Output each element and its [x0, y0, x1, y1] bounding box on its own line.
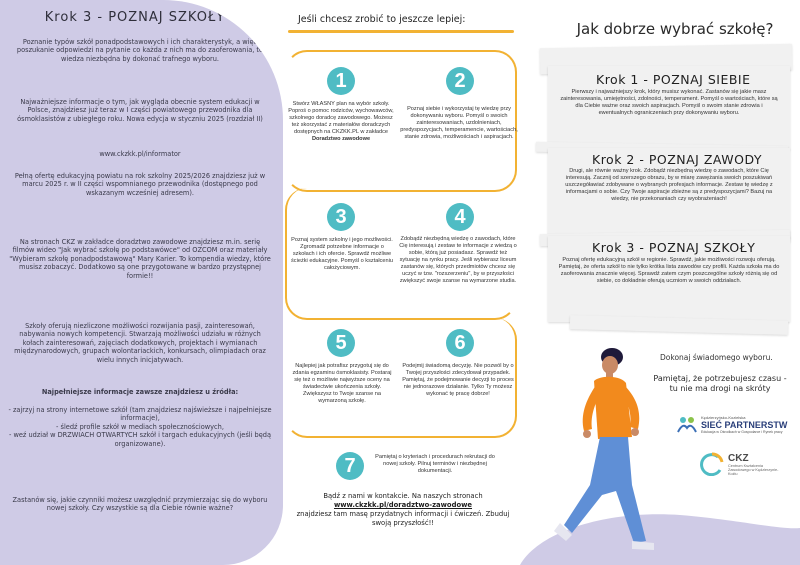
krok-2-text: Drugi, ale równie ważny krok. Zdobądź niezbędną wiedzę o zawodach, które Cię interesują. Zacznij od szerszego obrazu, by w miarę zawężania swoich poszukiwań uszczegóławiać zdobywane o wybranych profesjach informacje. Zestaw tę wiedzę z informacjami o sobie. Czy Twoje aspiracje zbieżne są z predyspozycjami? Bazuj na wiedzy, nie przekonaniach czy wyobrażeniach! [565, 168, 773, 202]
footer-text-1: Bądź z nami w kontakcie. Na naszych stronach [323, 492, 483, 500]
krok-1-title: Krok 1 - POZNAJ SIEBIE [596, 72, 751, 87]
left-paragraph-4: Na stronach CKZ w zakładce doradztwo zawodowe znajdziesz m.in. serię filmów wideo "Jak wybrać szkołę po podstawówce" od OZCOM oraz materiały "Wybieram szkołę ponadpodstawową" Mary Karier. To kompendia wiedzy, które musisz zobaczyć. Dodatkowo są one przygotowane w bardzo przystępnej formie!! [9, 238, 271, 280]
step-1-bold: Doradztwo zawodowe [311, 136, 371, 142]
step-1-badge: 1 [327, 67, 355, 95]
left-link[interactable]: www.ckzkk.pl/informator [99, 150, 181, 158]
step-5-text: Najlepiej jak potrafisz przygotuj się do zdania egzaminu ósmoklasisty. Postaraj się też o możliwie najwyższe oceny na świadectwie ukończenia szkoły. Zwiększysz to Twoje szanse na wymarzoną szkołę. [292, 363, 392, 404]
decision-text: Dokonaj świadomego wyboru. [660, 353, 773, 362]
left-paragraph-5: Szkoły oferują niezliczone możliwości rozwijania pasji, zainteresowań, nabywania nowych kompetencji. Stwarzają możliwości udziału w różnych kołach zainteresowań, zajęciach dodatkowych, projektach i wymianach międzynarodowych, grupach wolontariackich, konkursach, olimpiadach oraz wielu innych inicjatywach. [14, 322, 266, 364]
remember-text: Pamiętaj, że potrzebujesz czasu - tu nie ma drogi na skróty [653, 374, 787, 393]
partnership-icon [676, 414, 698, 434]
ckz-sub: Centrum Kształcenia Zawodowego w Kędzierzynie-Koźlu [728, 463, 779, 476]
step-1-body: Stwórz WŁASNY plan na wybór szkoły. Poproś o pomoc rodziców, wychowawców, szkolnego doradcę zawodowego. Możesz też skorzystać z materiałów doradczych dostępnych na CKZKK.PL w zakładce [288, 101, 394, 135]
left-title: Krok 3 - POZNAJ SZKOŁY [44, 10, 226, 25]
partner-small-text: Kędzierzyńsko-Kozielska [701, 414, 746, 420]
step-6-text: Podejmij świadomą decyzję. Nie pozwól by o Twojej przyszłości zdecydował przypadek. Pamiętaj, że podejmowanie decyzji to proces nie jednorazowe działanie. Tylko Ty możesz wykonać tę pracę dobrze! [402, 363, 514, 397]
header-underline [288, 30, 514, 33]
left-paragraph-7: Zastanów się, jakie czynniki możesz uwzględnić przymierzając się do wyboru nowej szkoły. Czy wszystkie są dla Ciebie równie ważne? [12, 496, 268, 513]
krok-3-title: Krok 3 - POZNAJ SZKOŁY [592, 240, 756, 255]
left-heading-sources: Najpełniejsze informacje zawsze znajdziesz u źródła: [41, 388, 239, 396]
step-2-text: Poznaj siebie i wykorzystaj tę wiedzę przy dokonywaniu wyboru. Pomyśl o swoich zainteresowaniach, uzdolnieniach, predyspozycjach, temperamencie, wartościach, stanie zdrowia, możliwościach i aspiracjach. [400, 106, 518, 140]
step-5-badge: 5 [327, 329, 355, 357]
step-4-text: Zdobądź niezbędną wiedzę o zawodach, które Cię interesują i zestaw te informacje z wiedzą o sobie, którą już posiadasz. Sprawdź też sytuację na rynku pracy. Jeśli wybierasz liceum zastanów się, których przedmiotów chcesz się uczyć w tzw. "rozszerzeniu", by w przyszłości zwiększyć swoje szanse na wymarzone studia. [399, 236, 517, 284]
step-4-badge: 4 [446, 203, 474, 231]
ckz-name: CKZ [728, 452, 749, 464]
krok-2-title: Krok 2 - POZNAJ ZAWODY [592, 152, 763, 167]
left-paragraph-2: Najważniejsze informacje o tym, jak wygląda obecnie system edukacji w Polsce, znajdziesz już teraz w I części powiatowego przewodnika dla ósmoklasistów z ubiegłego roku. Nowa edycja w styczniu 2025 (rozdział II) [17, 98, 263, 123]
step-6-badge: 6 [446, 329, 474, 357]
step-3-text: Poznaj system szkolny i jego możliwości. Zgromadź potrzebne informacje o szkołach i ich ofercie. Sprawdź możliwe ścieżki edukacyjne. Pomyśl o kształceniu całożyciowym. [291, 237, 393, 271]
ckz-logo [700, 452, 790, 476]
left-paragraph-6: - zajrzyj na strony internetowe szkół (tam znajdziesz najświeższe i najpełniejsze informacje), - śledź profile szkół w mediach społecznościowych, - weź udział w DRZWIACH OTWARTYCH szkół i targach edukacyjnych (jeśli będą organizowane). [8, 406, 272, 448]
right-title: Jak dobrze wybrać szkołę? [576, 20, 774, 38]
siec-partnerstw-logo [676, 414, 788, 434]
krok-3-text: Poznaj ofertę edukacyjną szkół w regionie. Sprawdź, jakie możliwości rozwoju oferują. Pamiętaj, że oferta szkół to nie tylko krótka lista zawodów czy profili. Każda szkoła ma do zaoferowania znacznie więcej. Sprawdź zatem czym poszczególne szkoły różnią się od siebie, co dokładnie oferują uczniom w swoich oddziałach. [558, 257, 780, 284]
step-7-badge: 7 [336, 452, 364, 480]
step-2-badge: 2 [446, 67, 474, 95]
krok-1-text: Pierwszy i najważniejszy krok, który musisz wykonać. Zastanów się jakie masz zainteresowania, umiejętności, zdolności, temperament. Pomyśl o wartościach, które są dla Ciebie ważne oraz swoich aspiracjach. Pomyśl o swoim stanie zdrowia i ewentualnych ograniczeniach przy dokonywaniu wyboru. [560, 89, 778, 116]
left-paragraph-3: Pełną ofertę edukacyjną powiatu na rok szkolny 2025/2026 znajdziesz już w marcu 2025 r. w II części wspomnianego przewodnika (dostępnego pod wskazanym wcześniej adresem). [14, 172, 266, 197]
step-3-badge: 3 [327, 203, 355, 231]
step-7-text: Pamiętaj o kryteriach i procedurach rekrutacji do nowej szkoły. Pilnuj terminów i niezbędnej dokumentacji. [375, 454, 495, 474]
left-panel [0, 0, 283, 565]
middle-header: Jeśli chcesz zrobić to jeszcze lepiej: [298, 14, 466, 25]
footer-text-2: znajdziesz tam masę przydatnych informacji i ćwiczeń. Zbuduj swoją przyszłość!! [296, 510, 510, 527]
middle-footer [290, 492, 516, 528]
partner-sub: Edukacja w Ośrodkach w Gospodarce i Rynek pracy [701, 429, 783, 434]
footer-link[interactable]: www.ckzkk.pl/doradztwo-zawodowe [333, 501, 473, 509]
walking-person-illustration [550, 345, 660, 560]
partner-name: SIEĆ PARTNERSTW [701, 419, 788, 430]
step-1-text [288, 101, 394, 143]
left-paragraph-1: Poznanie typów szkół ponadpodstawowych i ich charakterystyk, a więc poszukanie odpowiedzi na pytanie co każda z nich ma do zaoferowania, to wiedza niezbędna by dokonać trafnego wyboru. [16, 38, 264, 63]
ckz-emblem-icon [700, 452, 724, 476]
